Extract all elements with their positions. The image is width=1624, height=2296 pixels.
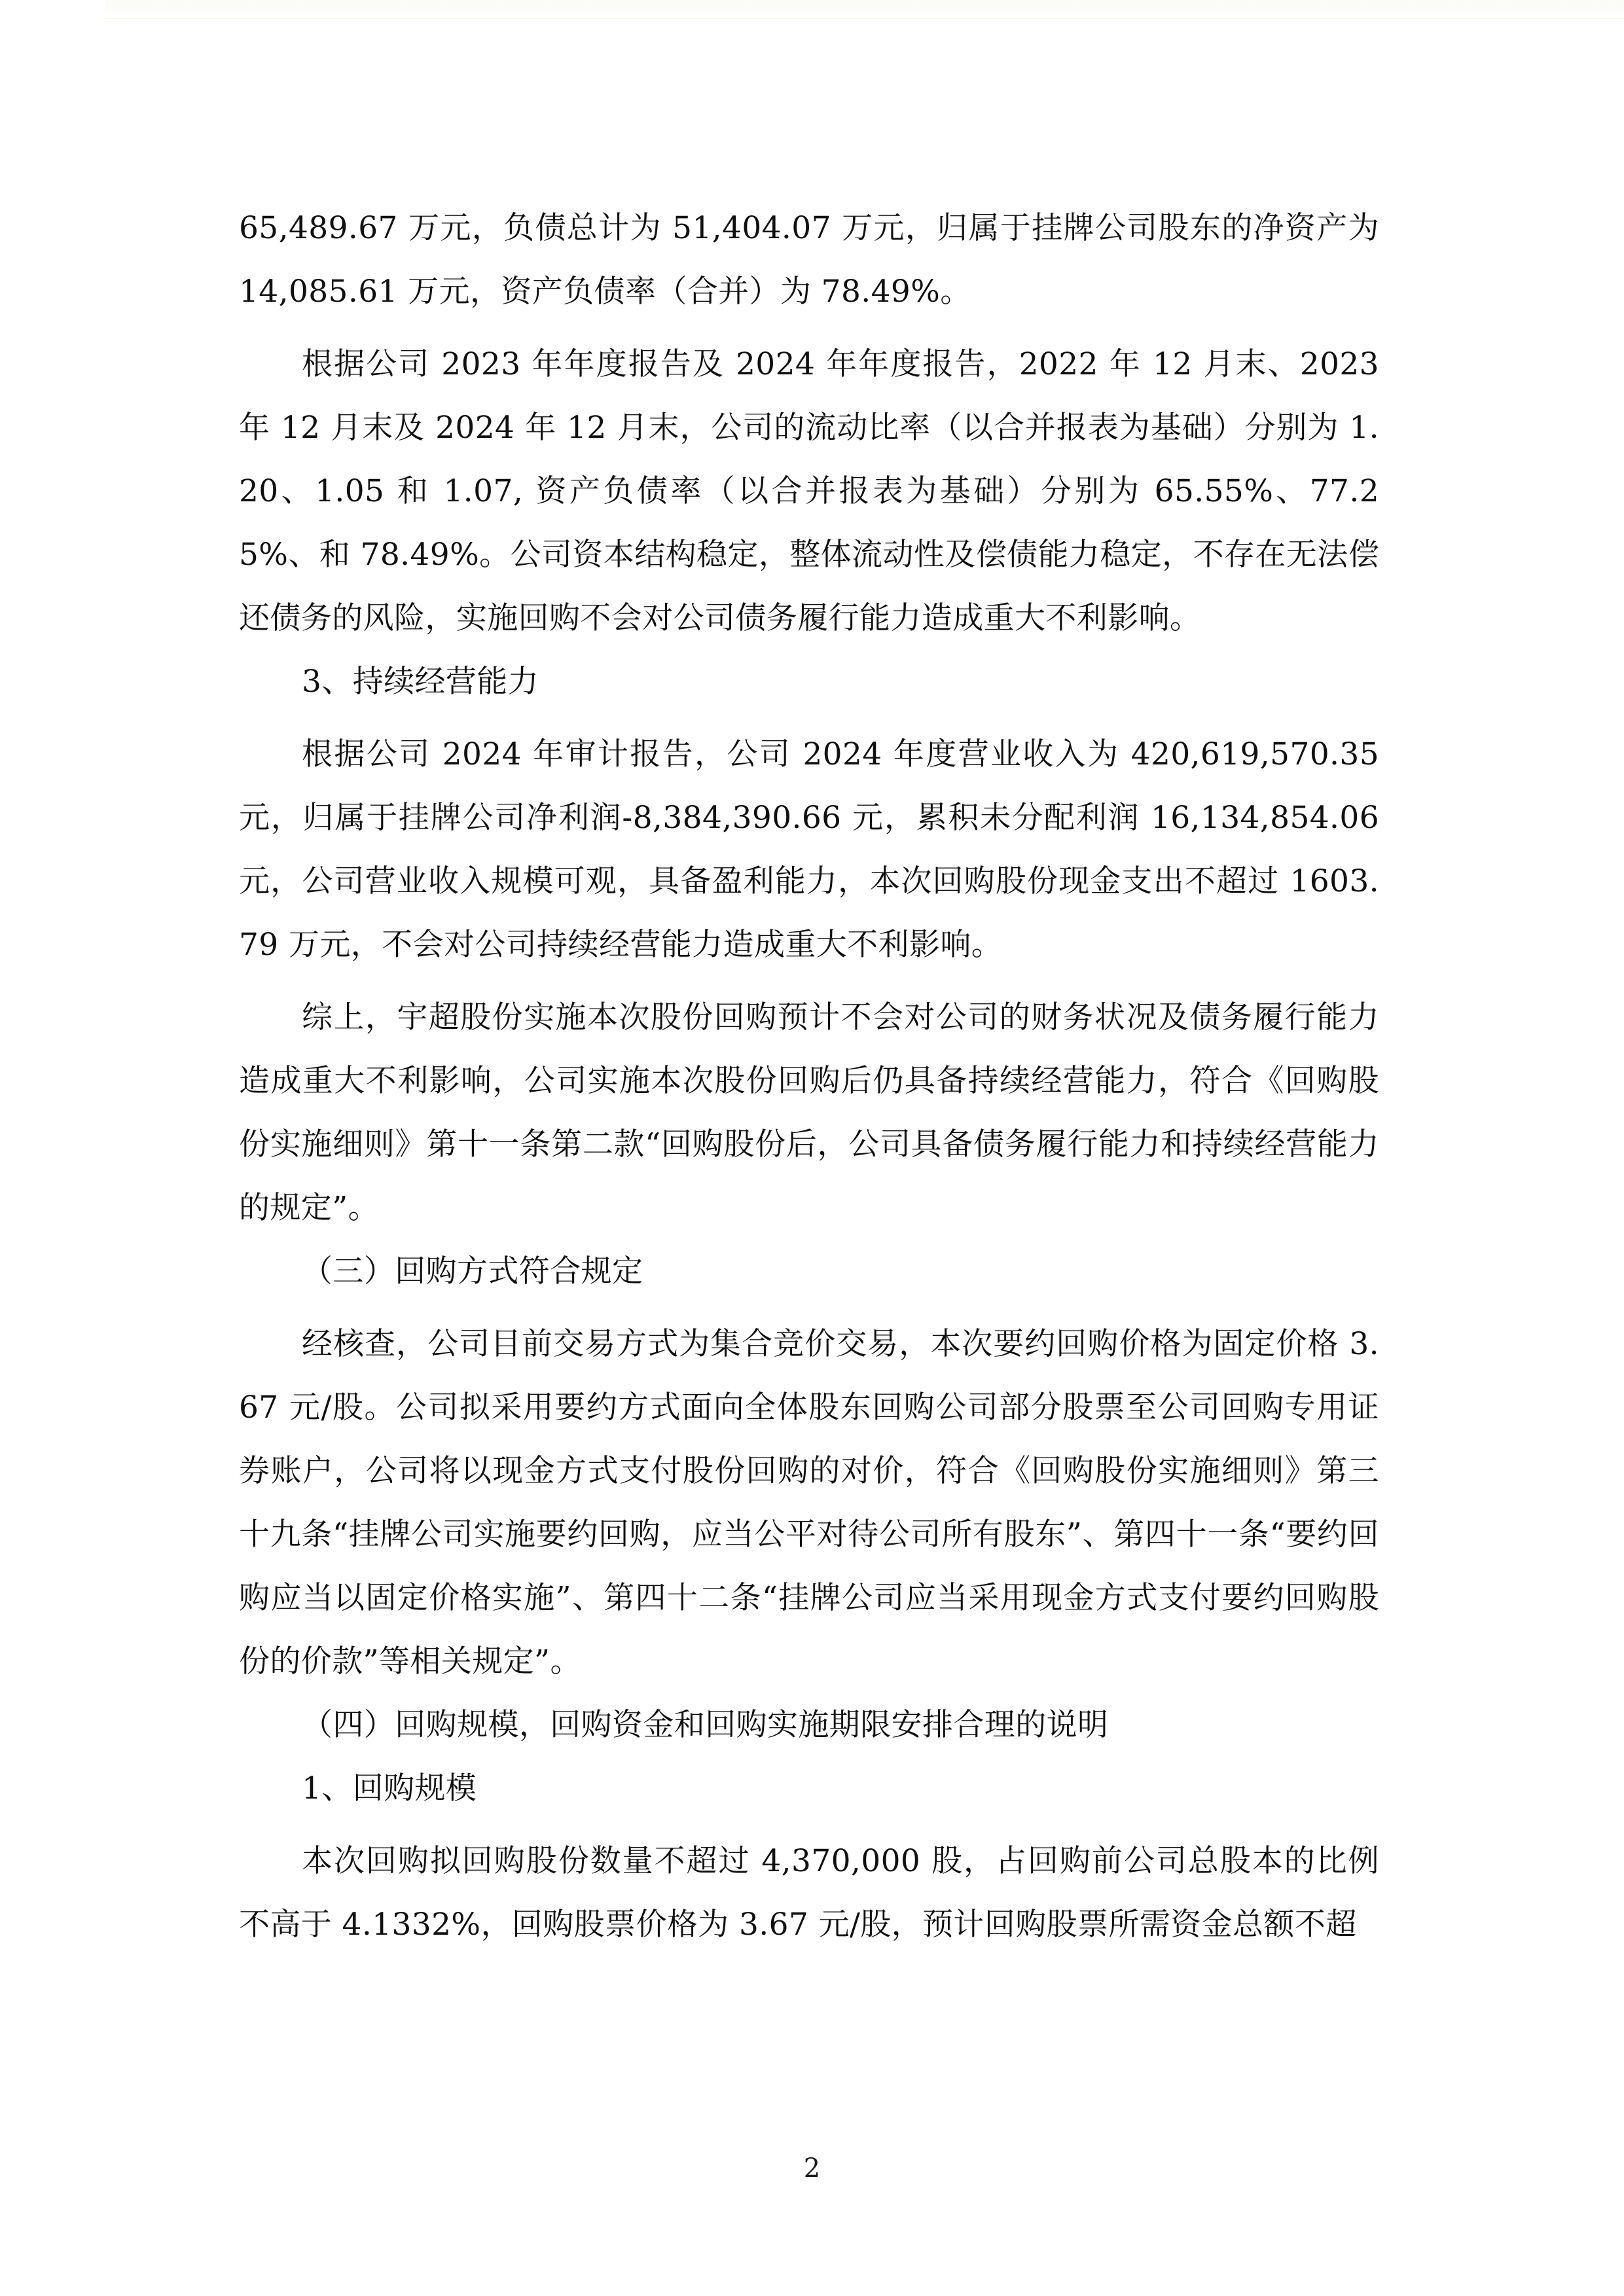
paragraph-buyback-method-details: 经核查，公司目前交易方式为集合竞价交易，本次要约回购价格为固定价格 3.67 元/股。公司拟采用要约方式面向全体股东回购公司部分股票至公司回购专用证券账户，公司将以现金方式支付股份回购的对价，符合《回购股份实施细则》第三十九条“挂牌公司实施要约回购，应当公平对待公司所有股东”、第四十一条“要约回购应当以固定价格实施”、第四十二条“挂牌公司应当采用现金方式支付要约回购股份的价款”等相关规定”。: [239, 1326, 1379, 1679]
paragraph-conclusion-buyback-impact: 综上，宇超股份实施本次股份回购预计不会对公司的财务状况及债务履行能力造成重大不利影响，公司实施本次股份回购后仍具备持续经营能力，符合《回购股份实施细则》第十一条第二款“回购股份后，公司具备债务履行能力和持续经营能力的规定”。: [239, 999, 1379, 1226]
paragraph-operating-results: 根据公司 2024 年审计报告，公司 2024 年度营业收入为 420,619,570.35 元，归属于挂牌公司净利润-8,384,390.66 元，累积未分配利润 16,134,854.06 元，公司营业收入规模可观，具备盈利能力，本次回购股份现金支出不超过 1603.79 万元，不会对公司持续经营能力造成重大不利影响。: [239, 736, 1379, 963]
heading-going-concern-ability: 3、持续经营能力: [302, 664, 539, 700]
scan-edge-artifact: [105, 0, 1624, 19]
paragraph-liquidity-ratios: 根据公司 2023 年年度报告及 2024 年年度报告，2022 年 12 月末、2023 年 12 月末及 2024 年 12 月末，公司的流动比率（以合并报表为基础）分别为 1.20、1.05 和 1.07, 资产负债率（以合并报表为基础）分别为 65.55%、77.25%、和 78.49%。公司资本结构稳定，整体流动性及偿债能力稳定，不存在无法偿还债务的风险，实施回购不会对公司债务履行能力造成重大不利影响。: [239, 346, 1379, 636]
page-content: [239, 196, 1379, 1956]
page-number: 2: [803, 2153, 821, 2183]
heading-buyback-scale: 1、回购规模: [302, 1770, 477, 1806]
heading-buyback-scale-funds-period: （四）回购规模，回购资金和回购实施期限安排合理的说明: [302, 1707, 1109, 1743]
paragraph-financial-summary: 65,489.67 万元，负债总计为 51,404.07 万元，归属于挂牌公司股东的净资产为 14,085.61 万元，资产负债率（合并）为 78.49%。: [239, 210, 1379, 310]
paragraph-buyback-scale-details: 本次回购拟回购股份数量不超过 4,370,000 股，占回购前公司总股本的比例不高于 4.1332%，回购股票价格为 3.67 元/股，预计回购股票所需资金总额不超: [239, 1843, 1379, 1943]
heading-buyback-method-compliance: （三）回购方式符合规定: [302, 1253, 643, 1289]
